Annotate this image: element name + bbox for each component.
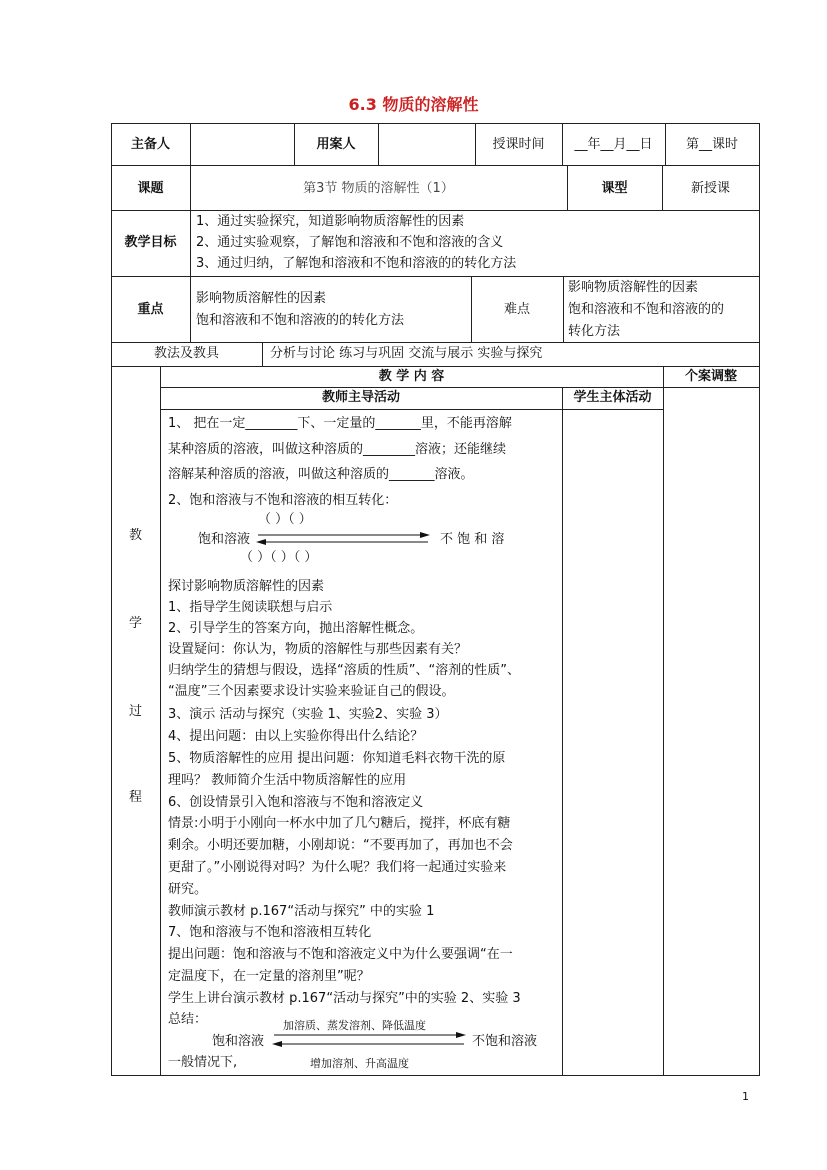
conversion-arrows [256, 532, 432, 546]
side-char: 教 [129, 528, 143, 543]
key-line: 影响物质溶解性的因素 [196, 291, 327, 306]
col-divider [190, 210, 191, 276]
type-value: 新授课 [690, 181, 730, 196]
topic-label: 课题 [137, 181, 164, 196]
body-line: 理吗？ 教师简介生活中物质溶解性的应用 [168, 773, 407, 788]
body-line: 研究。 [168, 882, 208, 897]
topic-value: 第3节 物质的溶解性（1） [303, 181, 454, 196]
row-divider [111, 342, 759, 343]
body-line: 设置疑问：你认为，物质的溶解性与那些因素有关？ [168, 642, 468, 657]
teacher-header: 教师主导活动 [321, 390, 400, 405]
type-label: 课型 [601, 181, 628, 196]
body-line: 5、物质溶解性的应用 提出问题：你知道毛料衣物干洗的原 [168, 751, 506, 766]
goal-item: 3、通过归纳，了解饱和溶液和不饱和溶液的的转化方法 [196, 256, 517, 271]
body-line: 情景:小明于小刚向一杯水中加了几勺糖后，搅拌，杯底有糖 [168, 816, 511, 831]
page-title: 6.3 物质的溶解性 [348, 95, 479, 114]
col-divider [190, 123, 191, 165]
adjust-header: 个案调整 [684, 369, 737, 384]
row-divider [111, 210, 759, 211]
row-divider [160, 387, 759, 388]
goal-item: 1、通过实验探究，知道影响物质溶解性的因素 [196, 214, 465, 229]
question-line: 某种溶质的溶液，叫做这种溶质的________溶液；还能继续 [168, 442, 507, 457]
conversion-left-label: 饱和溶液 [198, 532, 251, 547]
conversion-bottom-blanks: （ ）（ ）（ ） [240, 550, 318, 565]
table-border-left [111, 123, 112, 1076]
difficult-label: 难点 [503, 302, 530, 317]
content-header: 教 学 内 容 [378, 369, 445, 384]
body-line: 更甜了。”小刚说得对吗？为什么呢？我们将一起通过实验来 [168, 860, 507, 875]
page-number: 1 [742, 1090, 749, 1103]
summary-right-label: 不饱和溶液 [472, 1034, 538, 1049]
body-line: 2、引导学生的答案方向，抛出溶解性概念。 [168, 621, 424, 636]
difficult-line: 转化方法 [568, 324, 621, 339]
side-char: 学 [129, 616, 143, 631]
conversion-right-label: 不 饱 和 溶 [440, 532, 505, 547]
body-line: 6、创设情景引入饱和溶液与不饱和溶液定义 [168, 795, 424, 810]
side-char: 过 [129, 704, 143, 719]
col-divider [562, 387, 563, 1076]
methods-value: 分析与讨论 练习与巩固 交流与展示 实验与探究 [270, 346, 543, 361]
summary-top-label: 加溶质、蒸发溶剂、降低温度 [283, 1019, 426, 1032]
student-header: 学生主体活动 [573, 390, 652, 405]
date-value: __年__月__日 [574, 137, 653, 152]
time-label: 授课时间 [492, 137, 545, 152]
question-line: 2、饱和溶液与不饱和溶液的相互转化： [168, 493, 398, 508]
table-border-right [759, 123, 760, 1076]
body-line: “温度”三个因素要求设计实验来验证自己的假设。 [168, 684, 455, 699]
body-line: 学生上讲台演示教材 p.167“活动与探究”中的实验 2、实验 3 [168, 991, 521, 1006]
table-border-bottom [111, 1075, 759, 1076]
key-line: 饱和溶液和不饱和溶液的的转化方法 [196, 313, 405, 328]
summary-left-label: 饱和溶液 [212, 1034, 265, 1049]
col-divider [160, 366, 161, 1076]
question-line: 溶解某种溶质的溶液，叫做这种溶质的_______溶液。 [168, 467, 474, 482]
col-divider [190, 276, 191, 342]
body-line: 总结： [168, 1012, 208, 1027]
body-line: 定温度下，在一定量的溶剂里”呢？ [168, 969, 370, 984]
body-line: 探讨影响物质溶解性的因素 [168, 579, 325, 594]
col-divider [262, 342, 263, 366]
methods-label: 教法及教具 [153, 346, 219, 361]
col-divider [663, 366, 664, 1076]
difficult-line: 饱和溶液和不饱和溶液的的 [568, 302, 725, 317]
preparer-label: 主备人 [130, 137, 170, 152]
col-divider [378, 123, 379, 165]
goals-label: 教学目标 [124, 235, 177, 250]
side-char: 程 [129, 790, 143, 805]
body-line: 7、饱和溶液与不饱和溶液相互转化 [168, 925, 372, 940]
conversion-top-blanks: （ ）（ ） [258, 512, 312, 527]
body-line: 1、指导学生阅读联想与启示 [168, 600, 333, 615]
user-label: 用案人 [316, 137, 356, 152]
key-label: 重点 [137, 302, 164, 317]
body-line: 教师演示教材 p.167“活动与探究” 中的实验 1 [168, 904, 435, 919]
body-line: 3、演示 活动与探究（实验 1、实验2、实验 3） [168, 707, 448, 722]
question-line: 1、 把在一定________下、一定量的_______里，不能再溶解 [168, 416, 512, 431]
summary-bottom-label: 增加溶剂、升高温度 [310, 1057, 409, 1070]
period-value: 第__课时 [685, 137, 738, 152]
body-line: 归纳学生的猜想与假设，选择“溶质的性质”、“溶剂的性质”、 [168, 663, 520, 678]
body-line: 提出问题：饱和溶液与不饱和溶液定义中为什么要强调“在一 [168, 947, 513, 962]
goal-item: 2、通过实验观察，了解饱和溶液和不饱和溶液的含义 [196, 235, 504, 250]
col-divider [563, 276, 564, 342]
row-divider [111, 276, 759, 277]
table-border-top [111, 123, 759, 124]
row-divider [160, 409, 663, 410]
row-divider [111, 366, 759, 367]
body-line: 4、提出问题：由以上实验你得出什么结论？ [168, 729, 424, 744]
difficult-line: 影响物质溶解性的因素 [568, 280, 699, 295]
body-line: 一般情况下, [168, 1055, 238, 1070]
body-line: 剩余。小明还要加糖，小刚却说：“不要再加了，再加也不会 [168, 838, 513, 853]
summary-arrows [272, 1032, 468, 1048]
